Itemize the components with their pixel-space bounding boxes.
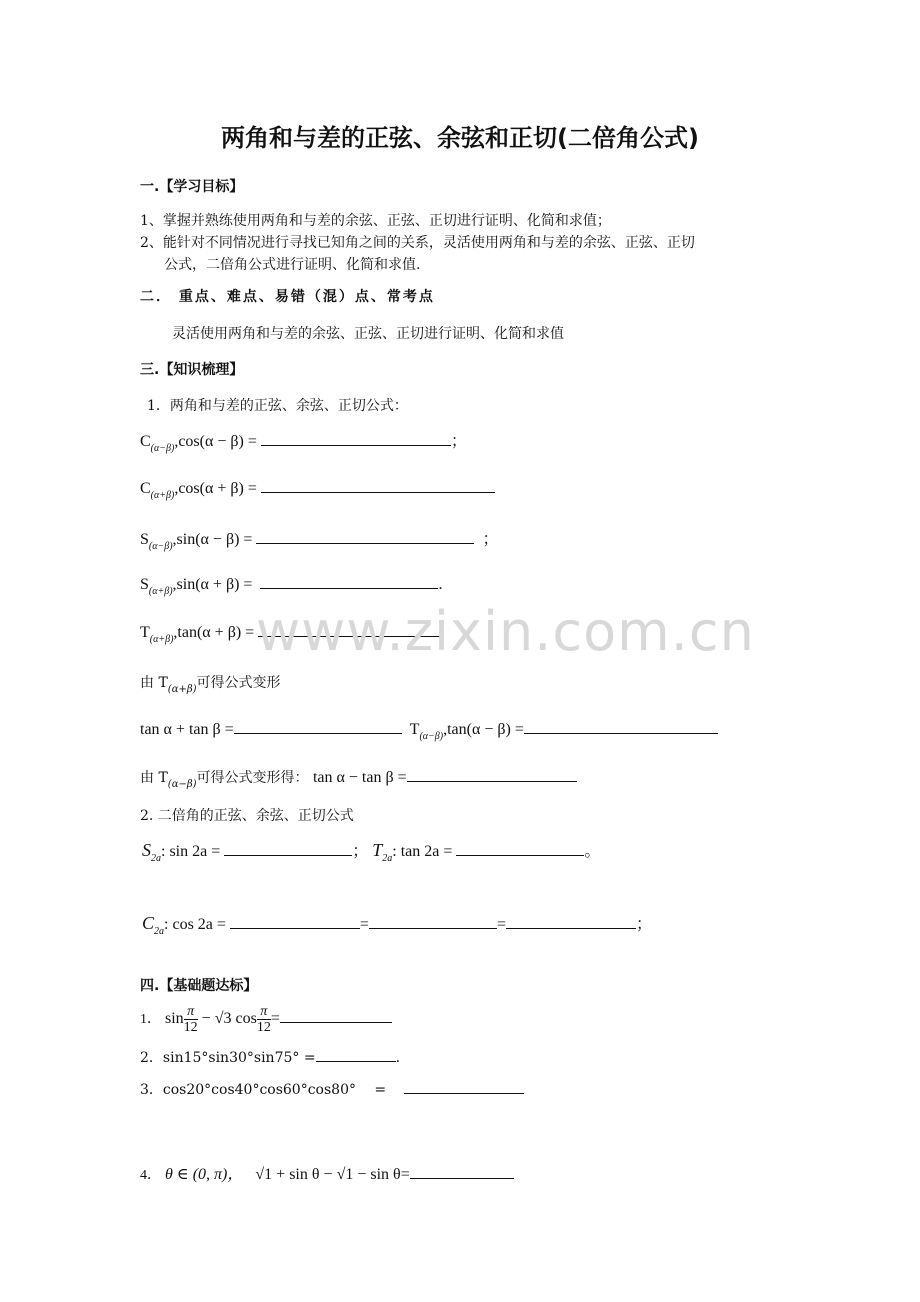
answer-blank[interactable] <box>234 719 402 734</box>
answer-blank[interactable] <box>407 767 577 782</box>
from-t-plus-line: 由 $T_{(\alpha+\beta)}$可得公式变形 <box>140 675 281 695</box>
formula-c-minus: $C_{(\alpha-\beta)},\cos(\alpha - \beta)$ = ； <box>140 433 467 454</box>
section-heading-goals: 一.【学习目标】 <box>140 179 244 195</box>
exercise-1: 1． sin $\frac{\pi}{12}$ − √3 cos $\frac{\pi}{12}$ = <box>140 1004 392 1035</box>
double-angle-c: $C_{2a}$: cos 2a = = = ； <box>142 913 652 937</box>
double-angle-s-t: $S_{2a}$: sin 2a = ； $T_{2a}$: tan 2a = 。 <box>142 840 601 864</box>
knowledge-sub2: 2. 二倍角的正弦、余弦、正切公式 <box>140 808 354 824</box>
answer-blank[interactable] <box>316 1047 396 1062</box>
formula-t-plus: $T_{(\alpha+\beta)},\tan(\alpha + \beta)$ = <box>140 622 444 642</box>
keypoints-body: 灵活使用两角和与差的余弦、正弦、正切进行证明、化简和求值 <box>172 326 564 342</box>
formula-s-plus: $S_{(\alpha+\beta)},\sin(\alpha + \beta)$ = . <box>140 576 443 597</box>
answer-blank[interactable] <box>256 529 474 544</box>
section-heading-exercises: 四.【基础题达标】 <box>140 978 258 994</box>
formula-s-minus: $S_{(\alpha-\beta)},\sin(\alpha - \beta)$ = ； <box>140 531 499 552</box>
answer-blank[interactable] <box>230 914 360 929</box>
answer-blank[interactable] <box>506 914 636 929</box>
section-heading-keypoints: 二． 重点、难点、易错（混）点、常考点 <box>140 289 435 305</box>
answer-blank[interactable] <box>261 431 451 446</box>
page-title: 两角和与差的正弦、余弦和正切(二倍角公式) <box>221 124 699 152</box>
knowledge-sub1: 1．两角和与差的正弦、余弦、正切公式： <box>147 398 408 414</box>
answer-blank[interactable] <box>224 841 352 856</box>
from-t-minus-line: 由 $T_{(\alpha-\beta)}$可得公式变形得： tan α − tan β = <box>140 767 577 787</box>
answer-blank[interactable] <box>369 914 497 929</box>
answer-blank[interactable] <box>410 1164 514 1179</box>
exercise-2: 2．sin15°sin30°sin75° = . <box>140 1047 400 1067</box>
goal-item-2: 2、能针对不同情况进行寻找已知角之间的关系，灵活使用两角和与差的余弦、正弦、正切 <box>140 235 695 251</box>
answer-blank[interactable] <box>524 719 718 734</box>
formula-c-plus: $C_{(\alpha+\beta)},\cos(\alpha + \beta)$ = <box>140 478 495 498</box>
exercise-3: 3．cos20°cos40°cos60°cos80° = <box>140 1079 524 1099</box>
goal-item-2-cont: 公式，二倍角公式进行证明、化简和求值. <box>164 257 421 273</box>
watermark: www.zixin.com.cn <box>256 600 755 663</box>
tan-sum-formula: $\tan \alpha + \tan \beta = T_{(\alpha-\beta)},\tan(\alpha - \beta)$ = <box>140 719 718 739</box>
answer-blank[interactable] <box>456 841 584 856</box>
answer-blank[interactable] <box>261 478 495 493</box>
section-heading-knowledge: 三.【知识梳理】 <box>140 362 244 378</box>
answer-blank[interactable] <box>280 1008 392 1023</box>
answer-blank[interactable] <box>404 1079 524 1094</box>
goal-item-1: 1、掌握并熟练使用两角和与差的余弦、正弦、正切进行证明、化简和求值； <box>140 213 611 229</box>
exercise-4: 4． θ ∈ (0, π)， √1 + sin θ − √1 − sin θ= <box>140 1161 514 1184</box>
answer-blank[interactable] <box>260 574 438 589</box>
